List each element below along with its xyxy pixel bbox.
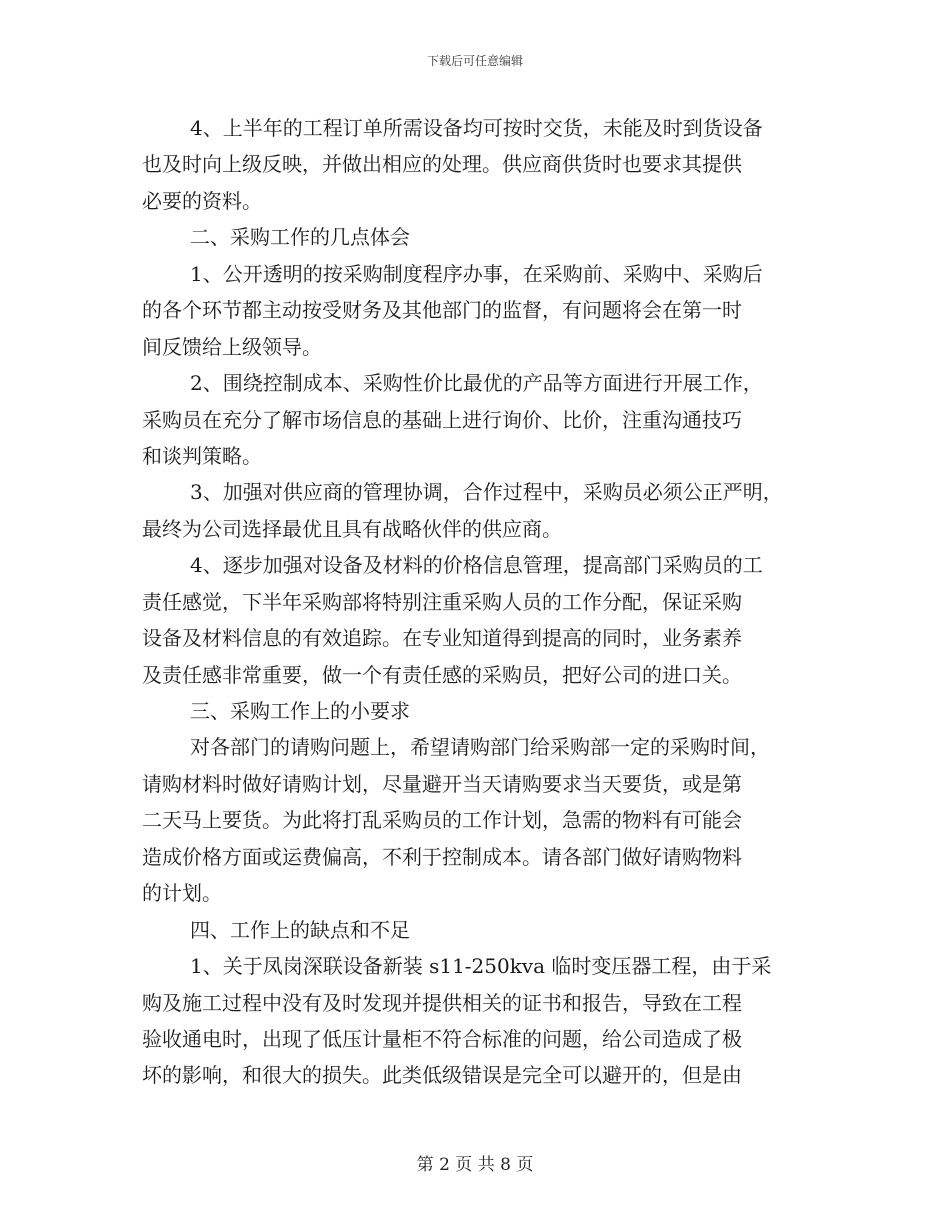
paragraph-line: 的计划。 <box>142 881 222 906</box>
section-heading: 四、工作上的缺点和不足 <box>190 917 410 942</box>
paragraph-line: 4、上半年的工程订单所需设备均可按时交货，未能及时到货设备 <box>190 116 763 140</box>
paragraph-line: 购及施工过程中没有及时发现并提供相关的证书和报告，导致在工程 <box>142 990 742 1015</box>
page-footer: 第 2 页 共 8 页 <box>416 1155 534 1175</box>
paragraph-line: 及责任感非常重要，做一个有责任感的采购员，把好公司的进口关。 <box>142 662 742 687</box>
paragraph-line: 造成价格方面或运费偏高，不利于控制成本。请各部门做好请购物料 <box>142 844 742 869</box>
paragraph-line: 最终为公司选择最优且具有战略伙伴的供应商。 <box>142 516 562 541</box>
document-body <box>142 110 822 1094</box>
paragraph-line: 验收通电时，出现了低压计量柜不符合标准的问题，给公司造成了极 <box>142 1026 742 1051</box>
paragraph-line: 和谈判策略。 <box>142 443 262 468</box>
paragraph-line: 请购材料时做好请购计划，尽量避开当天请购要求当天要货，或是第 <box>142 771 742 796</box>
paragraph-line: 坏的影响，和很大的损失。此类低级错误是完全可以避开的，但是由 <box>142 1063 742 1088</box>
paragraph-line: 必要的资料。 <box>142 188 262 213</box>
paragraph-line: 也及时向上级反映，并做出相应的处理。供应商供货时也要求其提供 <box>142 152 742 177</box>
page-header: 下载后可任意编辑 <box>426 54 523 68</box>
paragraph-line: 1、公开透明的按采购制度程序办事，在采购前、采购中、采购后 <box>190 261 763 286</box>
section-heading: 三、采购工作上的小要求 <box>190 699 410 723</box>
paragraph-line: 的各个环节都主动按受财务及其他部门的监督，有问题将会在第一时 <box>142 298 742 323</box>
section-heading: 二、采购工作的几点体会 <box>190 225 410 250</box>
paragraph-line: 2、围绕控制成本、采购性价比最优的产品等方面进行开展工作， <box>190 371 763 396</box>
paragraph-line: 二天马上要货。为此将打乱采购员的工作计划，急需的物料有可能会 <box>142 808 742 833</box>
paragraph-line: 对各部门的请购问题上，希望请购部门给采购部一定的采购时间， <box>190 735 770 760</box>
paragraph-line: 1、关于凤岗深联设备新装 s11-250kva 临时变压器工程，由于采 <box>190 954 772 979</box>
paragraph-line: 4、逐步加强对设备及材料的价格信息管理，提高部门采购员的工 <box>190 553 763 578</box>
paragraph-line: 间反馈给上级领导。 <box>142 334 322 359</box>
paragraph-line: 3、加强对供应商的管理协调，合作过程中，采购员必须公正严明， <box>190 480 783 505</box>
paragraph-line: 责任感觉，下半年采购部将特别注重采购人员的工作分配，保证采购 <box>142 589 742 614</box>
paragraph-line: 设备及材料信息的有效追踪。在专业知道得到提高的同时，业务素养 <box>142 626 742 651</box>
paragraph-line: 采购员在充分了解市场信息的基础上进行询价、比价，注重沟通技巧 <box>142 407 742 432</box>
